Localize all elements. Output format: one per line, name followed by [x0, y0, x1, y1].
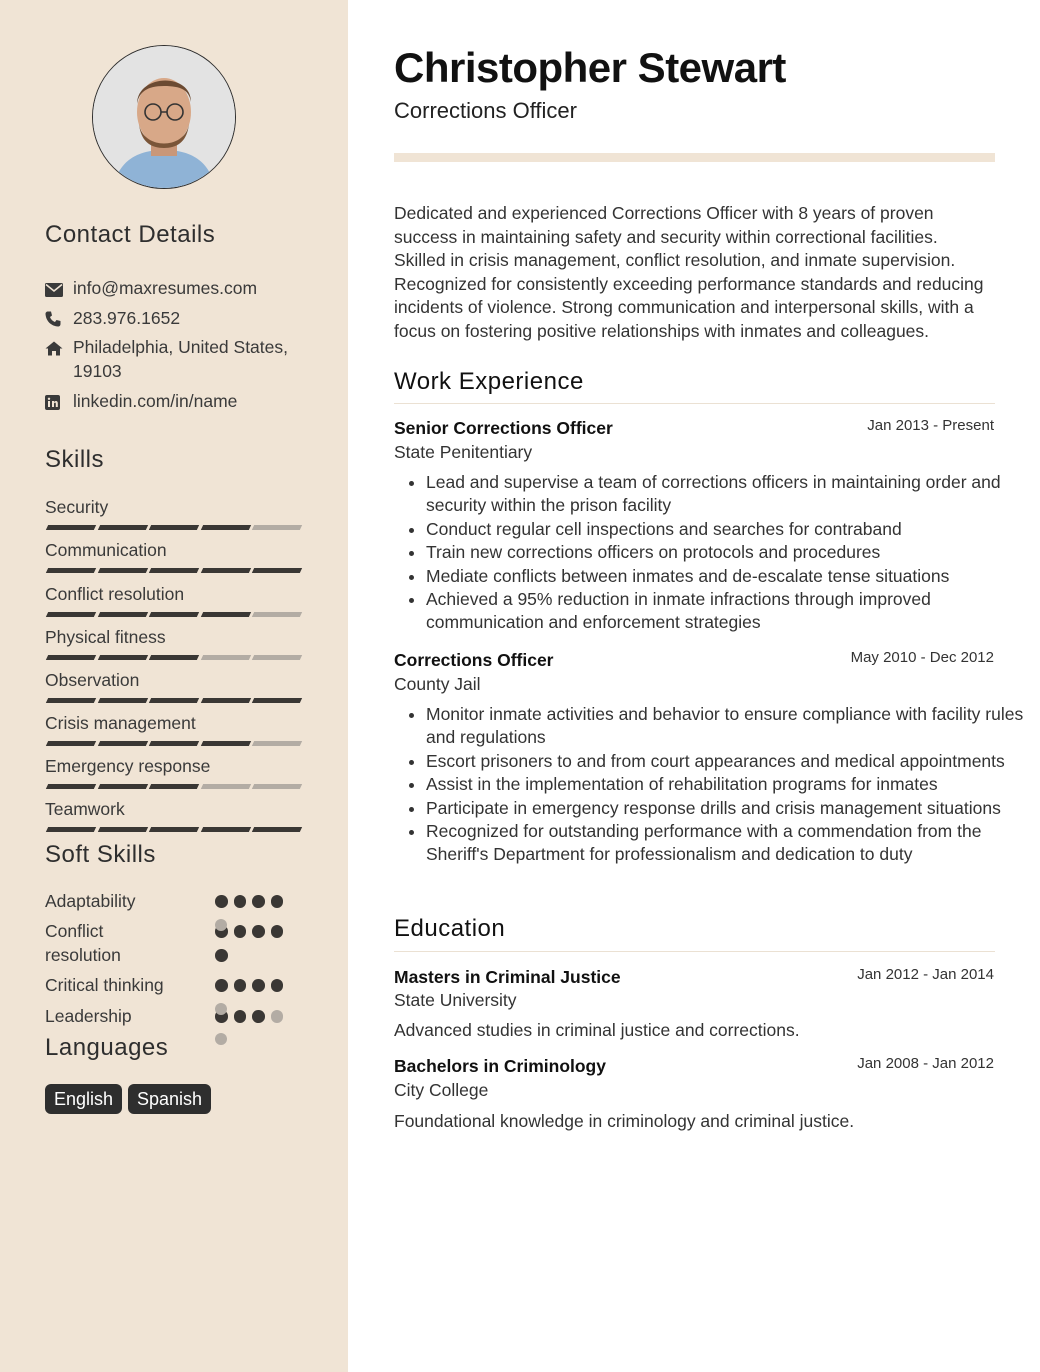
portrait-illustration: [93, 46, 235, 188]
skill-level-segment: [149, 827, 199, 832]
degree-dates: Jan 2008 - Jan 2012: [857, 1055, 994, 1072]
soft-skill-level-dot: [252, 925, 265, 938]
skill-level-segment: [97, 568, 147, 573]
home-icon: [45, 335, 73, 383]
skill-level-segment: [149, 612, 199, 617]
degree-dates: Jan 2012 - Jan 2014: [857, 966, 994, 983]
skill-level-segment: [149, 784, 199, 789]
skill-level-bars: [47, 568, 301, 573]
degree-title: Masters in Criminal Justice: [394, 967, 621, 987]
contact-address: [45, 335, 303, 383]
job-bullet: • Conduct regular cell inspections and searches for contraband: [426, 518, 1026, 541]
soft-skill-label: Leadership: [45, 1006, 132, 1026]
candidate-title: Corrections Officer: [394, 98, 577, 123]
school-name: State University: [394, 990, 517, 1010]
soft-skill-level-dot: [271, 979, 284, 992]
job-bullet: • Recognized for outstanding performance with a commendation from the Sheriff's Department for professionalism and dedication to duty: [426, 820, 1026, 867]
linkedin-text: linkedin.com/in/name: [73, 391, 238, 411]
skill-level-bars: [47, 525, 301, 530]
section-divider: [394, 403, 995, 404]
job-bullet: • Assist in the implementation of rehabilitation programs for inmates: [426, 773, 1026, 796]
degree-description: Advanced studies in criminal justice and corrections.: [394, 1020, 800, 1040]
language-badge: Spanish: [128, 1084, 211, 1114]
envelope-icon: [45, 276, 73, 303]
skill-level-segment: [201, 612, 251, 617]
phone-text: 283.976.1652: [73, 308, 181, 328]
avatar: [92, 45, 236, 189]
skill-level-segment: [252, 827, 302, 832]
job-dates: May 2010 - Dec 2012: [850, 649, 994, 666]
contact-heading: Contact Details: [45, 221, 216, 248]
skill-level-segment: [149, 741, 199, 746]
skill-level-segment: [149, 568, 199, 573]
job-bullets: [394, 471, 1026, 635]
soft-skill-level-dot: [252, 895, 265, 908]
skill-level-bars: [47, 612, 301, 617]
skill-level-segment: [46, 741, 96, 746]
skill-label: Security: [45, 497, 109, 517]
skill-level-segment: [201, 827, 251, 832]
skill-label: Emergency response: [45, 756, 211, 776]
skill-level-segment: [201, 698, 251, 703]
summary-text: Dedicated and experienced Corrections Officer with 8 years of proven success in maintaining safety and security within correctional facilities. Skilled in crisis management, conflict resolution, and inmate supervision. Recognized for consistently exceeding performance standards and reducing incidents of violence. Strong communication and interpersonal skills, with a focus on fostering positive relationships with inmates and colleagues.: [394, 203, 984, 341]
job-bullet: • Achieved a 95% reduction in inmate infractions through improved communication and enforcement strategies: [426, 588, 1026, 635]
skill-level-segment: [201, 568, 251, 573]
soft-skill-extra-dot: [215, 949, 228, 962]
skills-heading: Skills: [45, 446, 105, 473]
job-dates: Jan 2013 - Present: [867, 417, 994, 434]
skill-level-bars: [47, 827, 301, 832]
skill-level-bars: [47, 698, 301, 703]
degree-title: Bachelors in Criminology: [394, 1056, 606, 1076]
skill-level-segment: [97, 525, 147, 530]
soft-skill-label: Critical thinking: [45, 975, 164, 995]
soft-skill-level-dot: [215, 895, 228, 908]
languages-heading: Languages: [45, 1034, 169, 1061]
soft-skill-level-dot: [234, 979, 247, 992]
skill-level-bars: [47, 784, 301, 789]
skill-level-segment: [97, 655, 147, 660]
contact-phone[interactable]: [45, 306, 303, 333]
skill-level-segment: [46, 827, 96, 832]
skill-level-segment: [201, 741, 251, 746]
job-bullet: • Mediate conflicts between inmates and de-escalate tense situations: [426, 565, 1026, 588]
email-text: info@maxresumes.com: [73, 278, 258, 298]
header-divider: [394, 153, 995, 162]
job-bullet: • Monitor inmate activities and behavior to ensure compliance with facility rules and regulations: [426, 703, 1026, 750]
candidate-name: Christopher Stewart: [394, 44, 786, 91]
skill-level-segment: [97, 784, 147, 789]
skill-label: Physical fitness: [45, 627, 166, 647]
skill-level-segment: [252, 568, 302, 573]
skill-level-segment: [46, 525, 96, 530]
skill-level-segment: [149, 655, 199, 660]
skill-level-segment: [97, 698, 147, 703]
skill-level-segment: [46, 568, 96, 573]
job-bullet: • Lead and supervise a team of corrections officers in maintaining order and security within the prison facility: [426, 471, 1026, 518]
skill-level-segment: [201, 784, 251, 789]
soft-skill-level-dot: [234, 1010, 247, 1023]
overflow-dot: [215, 919, 227, 931]
degree-description: Foundational knowledge in criminology and criminal justice.: [394, 1111, 855, 1131]
language-badge: English: [45, 1084, 122, 1114]
skill-label: Communication: [45, 540, 167, 560]
skill-level-segment: [252, 741, 302, 746]
education-heading: Education: [394, 915, 506, 942]
contact-email[interactable]: [45, 276, 303, 303]
skill-level-segment: [201, 655, 251, 660]
skill-level-segment: [252, 698, 302, 703]
overflow-dot: [215, 1003, 227, 1015]
soft-skill-level-dots: [215, 979, 283, 992]
contact-linkedin[interactable]: [45, 389, 303, 416]
soft-skill-level-dot: [252, 1010, 265, 1023]
soft-skill-level-dot: [234, 925, 247, 938]
soft-skill-level-dot: [215, 979, 228, 992]
job-bullet: • Participate in emergency response drills and crisis management situations: [426, 797, 1026, 820]
soft-skill-label: Conflict resolution: [45, 921, 121, 965]
skill-level-segment: [252, 655, 302, 660]
soft-skill-level-dot: [252, 979, 265, 992]
soft-skill-level-dot: [234, 895, 247, 908]
soft-skill-level-dot: [271, 895, 284, 908]
job-title: Senior Corrections Officer: [394, 418, 613, 438]
skill-level-segment: [149, 698, 199, 703]
skill-level-segment: [149, 525, 199, 530]
skill-level-segment: [46, 612, 96, 617]
skill-level-segment: [252, 784, 302, 789]
work-experience-heading: Work Experience: [394, 368, 584, 395]
skill-level-segment: [46, 698, 96, 703]
job-organization: State Penitentiary: [394, 442, 533, 462]
school-name: City College: [394, 1080, 489, 1100]
skill-label: Observation: [45, 670, 140, 690]
skill-level-segment: [46, 655, 96, 660]
section-divider: [394, 951, 995, 952]
address-text: Philadelphia, United States, 19103: [73, 337, 288, 381]
skill-level-segment: [97, 827, 147, 832]
skill-level-segment: [252, 525, 302, 530]
soft-skill-label: Adaptability: [45, 891, 136, 911]
skill-level-segment: [97, 612, 147, 617]
job-bullets: [394, 703, 1026, 867]
soft-skill-level-dot: [271, 1010, 284, 1023]
skill-level-segment: [97, 741, 147, 746]
linkedin-icon: [45, 389, 73, 416]
skill-label: Teamwork: [45, 799, 125, 819]
soft-skill-level-dots: [215, 895, 283, 908]
skill-level-bars: [47, 741, 301, 746]
soft-skill-level-dot: [271, 925, 284, 938]
phone-icon: [45, 306, 73, 333]
job-title: Corrections Officer: [394, 650, 554, 670]
job-bullet: • Train new corrections officers on protocols and procedures: [426, 541, 1026, 564]
skill-level-bars: [47, 655, 301, 660]
job-bullet: • Escort prisoners to and from court appearances and medical appointments: [426, 750, 1026, 773]
soft-skills-heading: Soft Skills: [45, 841, 156, 868]
skill-label: Conflict resolution: [45, 584, 185, 604]
skill-level-segment: [201, 525, 251, 530]
skill-level-segment: [46, 784, 96, 789]
job-organization: County Jail: [394, 674, 481, 694]
overflow-dot: [215, 1033, 227, 1045]
skill-label: Crisis management: [45, 713, 196, 733]
skill-level-segment: [252, 612, 302, 617]
